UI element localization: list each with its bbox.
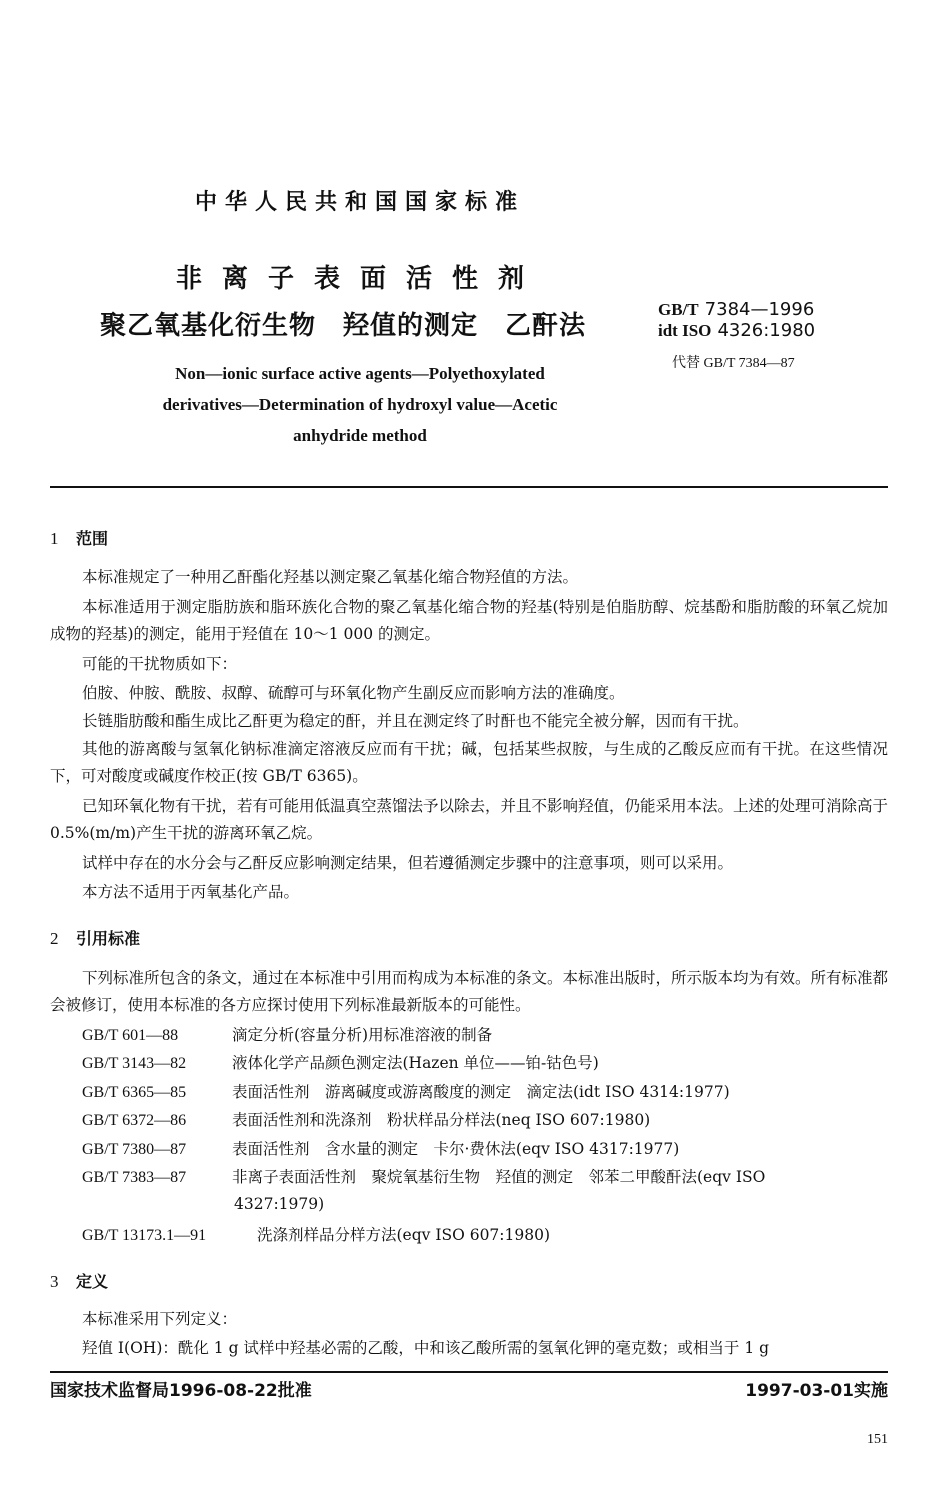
section-3-heading: 3 定义 bbox=[50, 1272, 109, 1291]
idt-number: idt ISO 4326:1980 bbox=[658, 320, 816, 341]
s3-paragraph-2: 羟值 I(OH)：酰化 1 g 试样中羟基必需的乙酸，中和该乙酸所需的氢氧化钾的毫克数；或相当于 1 g bbox=[82, 1339, 770, 1357]
implementation-date: 1997-03-01实施 bbox=[745, 1381, 888, 1401]
approval-date: 国家技术监督局1996-08-22批准 bbox=[50, 1381, 312, 1401]
reference-item: GB/T 7380—87 表面活性剂 含水量的测定 卡尔·费休法(eqv ISO 4317:1977) bbox=[82, 1140, 680, 1158]
standard-number: GB/T 7384—1996 bbox=[658, 299, 815, 320]
standard-number-block bbox=[658, 299, 815, 341]
s1-paragraph-7: 已知环氧化物有干扰，若有可能用低温真空蒸馏法予以除去，并且不影响羟值，仍能采用本法。上述的处理可消除高于 0.5%(m/m)产生干扰的游离环氧乙烷。 bbox=[50, 797, 889, 842]
header-divider bbox=[50, 486, 888, 488]
s1-paragraph-5: 长链脂肪酸和酯生成比乙酐更为稳定的酐，并且在测定终了时酐也不能完全被分解，因而有干扰。 bbox=[82, 712, 749, 730]
s1-paragraph-1: 本标准规定了一种用乙酐酯化羟基以测定聚乙氧基化缩合物羟值的方法。 bbox=[82, 568, 579, 586]
reference-item: GB/T 7383—87 非离子表面活性剂 聚烷氧基衍生物 羟值的测定 邻苯二甲酸酐法(eqv ISO 4327:1979) bbox=[82, 1168, 766, 1213]
s1-paragraph-3: 可能的干扰物质如下： bbox=[82, 655, 238, 673]
replaces-note: 代替 GB/T 7384—87 bbox=[672, 356, 795, 371]
section-1-heading: 1 范围 bbox=[50, 529, 109, 548]
reference-item: GB/T 13173.1—91 洗涤剂样品分样方法(eqv ISO 607:1980) bbox=[82, 1226, 551, 1244]
reference-item: GB/T 6372—86 表面活性剂和洗涤剂 粉状样品分样法(neq ISO 607:1980) bbox=[82, 1111, 651, 1129]
section-2-heading: 2 引用标准 bbox=[50, 929, 141, 948]
s1-paragraph-2: 本标准适用于测定脂肪族和脂环族化合物的聚乙氧基化缩合物的羟基(特别是伯脂肪醇、烷基酚和脂肪酸的环氧乙烷加成物的羟基)的测定，能用于羟值在 10～1 000 的测定。 bbox=[50, 598, 888, 643]
s1-paragraph-6: 其他的游离酸与氢氧化钠标准滴定溶液反应而有干扰；碱，包括某些叔胺，与生成的乙酸反应而有干扰。在这些情况下，可对酸度或碱度作校正(按 GB/T 6365)。 bbox=[50, 740, 888, 785]
reference-item: GB/T 6365—85 表面活性剂 游离碱度或游离酸度的测定 滴定法(idt ISO 4314:1977) bbox=[82, 1083, 730, 1101]
title-line-1: 非离子表面活性剂 bbox=[175, 264, 544, 294]
s2-intro: 下列标准所包含的条文，通过在本标准中引用而构成为本标准的条文。本标准出版时，所示版本均为有效。所有标准都会被修订，使用本标准的各方应探讨使用下列标准最新版本的可能性。 bbox=[50, 969, 889, 1014]
s3-paragraph-1: 本标准采用下列定义： bbox=[82, 1310, 238, 1328]
title-line-2: 聚乙氧基化衍生物 羟值的测定 乙酐法 bbox=[100, 311, 587, 341]
page-number: 151 bbox=[867, 1432, 888, 1447]
reference-item: GB/T 3143—82 液体化学产品颜色测定法(Hazen 单位——铂-钴色号) bbox=[82, 1054, 599, 1072]
english-title: Non—ionic surface active agents—Polyethoxylated derivatives—Determination of hydroxyl value—Acetic anhydride method bbox=[162, 364, 558, 445]
footer-divider bbox=[50, 1371, 888, 1373]
reference-item: GB/T 601—88 滴定分析(容量分析)用标准溶液的制备 bbox=[82, 1026, 493, 1044]
s1-paragraph-9: 本方法不适用于丙氧基化产品。 bbox=[82, 883, 300, 901]
national-standard-heading: 中华人民共和国国家标准 bbox=[194, 190, 525, 215]
s1-paragraph-4: 伯胺、仲胺、酰胺、叔醇、硫醇可与环氧化物产生副反应而影响方法的准确度。 bbox=[82, 684, 625, 702]
s1-paragraph-8: 试样中存在的水分会与乙酐反应影响测定结果，但若遵循测定步骤中的注意事项，则可以采用。 bbox=[82, 854, 734, 872]
